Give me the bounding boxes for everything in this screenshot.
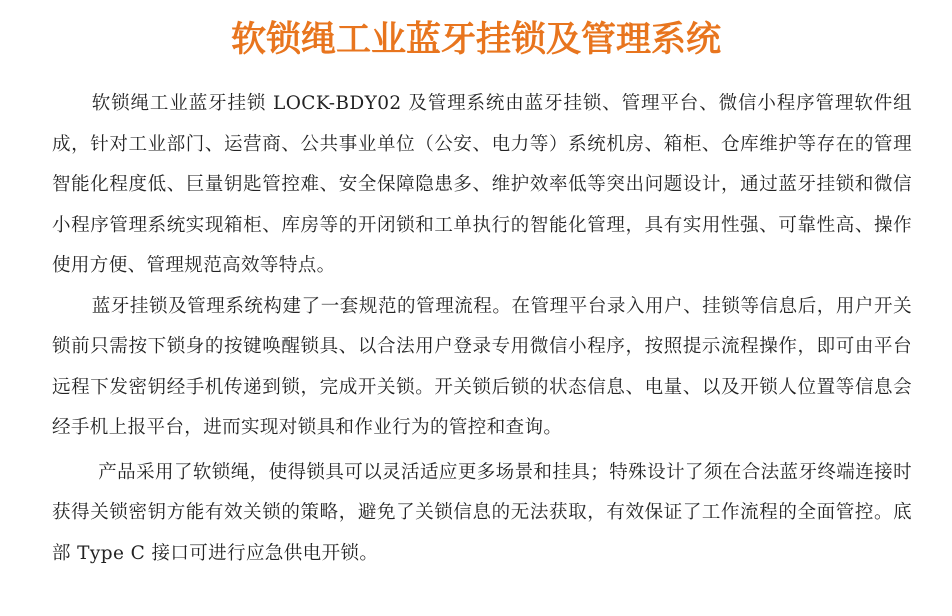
paragraph-product-overview: 软锁绳工业蓝牙挂锁 LOCK-BDY02 及管理系统由蓝牙挂锁、管理平台、微信小程序管理软件组成，针对工业部门、运营商、公共事业单位（公安、电力等）系统机房、箱柜、仓库维护等存在的管理智能化程度低、巨量钥匙管控难、安全保障隐患多、维护效率低等突出问题设计，通过蓝牙挂锁和微信小程序管理系统实现箱柜、库房等的开闭锁和工单执行的智能化管理，具有实用性强、可靠性高、操作使用方便、管理规范高效等特点。 — [52, 93, 912, 276]
paragraph-product-features: 产品采用了软锁绳，使得锁具可以灵活适应更多场景和挂具；特殊设计了须在合法蓝牙终端连接时获得关锁密钥方能有效关锁的策略，避免了关锁信息的无法获取，有效保证了工作流程的全面管控。底部 Type C 接口可进行应急供电开锁。 — [52, 461, 912, 564]
document-body — [52, 84, 912, 574]
paragraph-management-workflow: 蓝牙挂锁及管理系统构建了一套规范的管理流程。在管理平台录入用户、挂锁等信息后，用户开关锁前只需按下锁身的按键唤醒锁具、以合法用户登录专用微信小程序，按照提示流程操作，即可由平台远程下发密钥经手机传递到锁，完成开关锁。开关锁后锁的状态信息、电量、以及开锁人位置等信息会经手机上报平台，进而实现对锁具和作业行为的管控和查询。 — [52, 295, 912, 438]
page-title: 软锁绳工业蓝牙挂锁及管理系统 — [230, 20, 721, 60]
